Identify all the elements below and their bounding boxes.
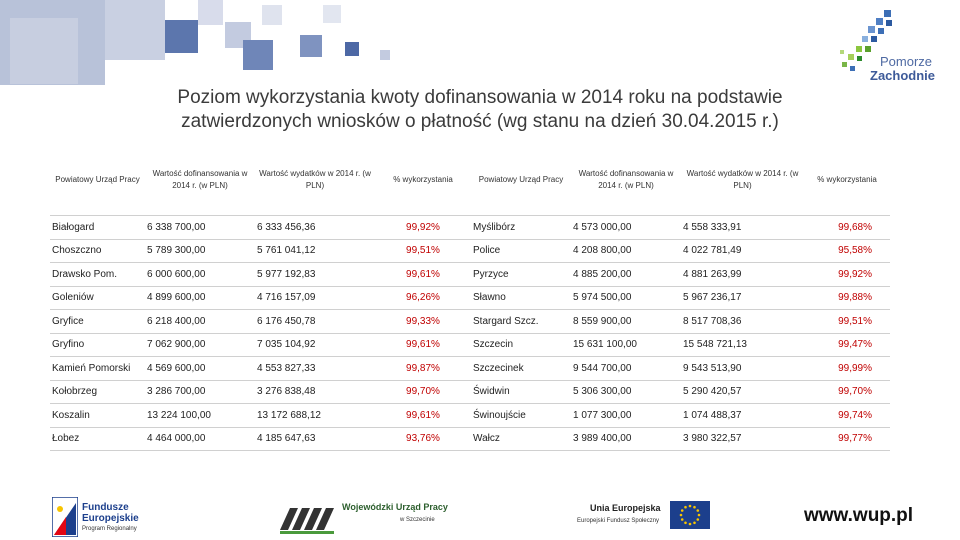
usage-percent-left: 99,92%: [375, 216, 471, 240]
pup-name-left: Kamień Pomorski: [50, 357, 145, 381]
eu-star: [693, 521, 696, 524]
usage-percent-right: 99,92%: [804, 263, 890, 287]
table-row: [50, 263, 890, 287]
pup-name-right: Sławno: [471, 286, 571, 310]
expenses-value-right: 5 967 236,17: [681, 286, 804, 310]
header-expenses-left: Wartość wydatków w 2014 r. (w PLN): [259, 169, 371, 190]
table-row: [50, 286, 890, 310]
usage-percent-left: 99,51%: [375, 239, 471, 263]
table-row: [50, 357, 890, 381]
expenses-value-left: 4 716 157,09: [255, 286, 375, 310]
fundusze-europejskie-logo: [52, 497, 78, 537]
usage-percent-left: 96,26%: [375, 286, 471, 310]
eu-star: [693, 506, 696, 509]
pup-name-left: Łobez: [50, 427, 145, 451]
usage-percent-right: 99,74%: [804, 404, 890, 428]
usage-percent-left: 99,61%: [375, 404, 471, 428]
funding-value-left: 6 338 700,00: [145, 216, 255, 240]
wup-logo: [278, 500, 336, 536]
usage-percent-right: 99,70%: [804, 380, 890, 404]
funding-value-right: 9 544 700,00: [571, 357, 681, 381]
funding-value-right: 3 989 400,00: [571, 427, 681, 451]
usage-percent-right: 99,68%: [804, 216, 890, 240]
usage-percent-left: 99,70%: [375, 380, 471, 404]
table-row: [50, 239, 890, 263]
logo-line2: Zachodnie: [870, 68, 936, 83]
usage-percent-left: 99,61%: [375, 333, 471, 357]
expenses-value-right: 9 543 513,90: [681, 357, 804, 381]
funding-value-right: 1 077 300,00: [571, 404, 681, 428]
pup-name-left: Gryfice: [50, 310, 145, 334]
expenses-value-right: 1 074 488,37: [681, 404, 804, 428]
funding-value-left: 4 464 000,00: [145, 427, 255, 451]
expenses-value-left: 7 035 104,92: [255, 333, 375, 357]
pup-name-right: Myślibórz: [471, 216, 571, 240]
pup-name-left: Drawsko Pom.: [50, 263, 145, 287]
usage-percent-right: 99,77%: [804, 427, 890, 451]
table-row: [50, 427, 890, 451]
funding-value-left: 4 569 600,00: [145, 357, 255, 381]
usage-percent-left: 99,61%: [375, 263, 471, 287]
pup-name-right: Szczecin: [471, 333, 571, 357]
pup-name-left: Białogard: [50, 216, 145, 240]
eu-star: [689, 505, 692, 508]
eu-name: Unia Europejska: [590, 503, 661, 513]
funding-value-right: 5 306 300,00: [571, 380, 681, 404]
expenses-value-right: 4 881 263,99: [681, 263, 804, 287]
header-pup-left: Powiatowy Urząd Pracy: [55, 175, 140, 184]
usage-percent-right: 95,58%: [804, 239, 890, 263]
eu-star: [689, 523, 692, 526]
wup-city: w Szczecinie: [400, 517, 435, 523]
expenses-value-right: 8 517 708,36: [681, 310, 804, 334]
fe-line1: Fundusze: [82, 502, 129, 513]
pup-name-right: Stargard Szcz.: [471, 310, 571, 334]
expenses-value-right: 4 558 333,91: [681, 216, 804, 240]
funding-value-right: 4 573 000,00: [571, 216, 681, 240]
eu-star: [698, 514, 701, 517]
pup-name-left: Goleniów: [50, 286, 145, 310]
funding-value-right: 8 559 900,00: [571, 310, 681, 334]
pup-name-right: Szczecinek: [471, 357, 571, 381]
eu-fund: Europejski Fundusz Społeczny: [577, 518, 660, 524]
usage-percent-right: 99,51%: [804, 310, 890, 334]
expenses-value-left: 5 977 192,83: [255, 263, 375, 287]
expenses-value-left: 6 176 450,78: [255, 310, 375, 334]
funding-value-left: 5 789 300,00: [145, 239, 255, 263]
funding-value-left: 3 286 700,00: [145, 380, 255, 404]
header-pup-right: Powiatowy Urząd Pracy: [478, 175, 564, 184]
expenses-value-right: 4 022 781,49: [681, 239, 804, 263]
funding-value-left: 6 000 600,00: [145, 263, 255, 287]
pup-name-right: Pyrzyce: [471, 263, 571, 287]
usage-percent-left: 93,76%: [375, 427, 471, 451]
funding-value-right: 4 208 800,00: [571, 239, 681, 263]
funding-value-right: 4 885 200,00: [571, 263, 681, 287]
usage-percent-right: 99,47%: [804, 333, 890, 357]
table-header-row: [50, 145, 890, 216]
expenses-value-right: 3 980 322,57: [681, 427, 804, 451]
usage-percent-right: 99,88%: [804, 286, 890, 310]
eu-star: [681, 518, 684, 521]
fe-line2: Europejskie: [82, 513, 139, 524]
table-row: [50, 216, 890, 240]
expenses-value-left: 4 185 647,63: [255, 427, 375, 451]
expenses-value-left: 13 172 688,12: [255, 404, 375, 428]
logo-line1: Pomorze: [880, 54, 933, 69]
header-funding-right: Wartość dofinansowania w 2014 r. (w PLN): [578, 169, 674, 190]
table-row: [50, 333, 890, 357]
table-row: [50, 404, 890, 428]
usage-percent-right: 99,99%: [804, 357, 890, 381]
table-row: [50, 380, 890, 404]
expenses-value-left: 4 553 827,33: [255, 357, 375, 381]
table-row: [50, 310, 890, 334]
eu-flag-icon: [670, 501, 710, 529]
eu-star: [684, 506, 687, 509]
expenses-value-left: 5 761 041,12: [255, 239, 375, 263]
expenses-value-right: 15 548 721,13: [681, 333, 804, 357]
eu-star: [696, 518, 699, 521]
funding-value-left: 7 062 900,00: [145, 333, 255, 357]
expenses-value-left: 3 276 838,48: [255, 380, 375, 404]
header-usage-left: % wykorzystania: [393, 175, 453, 184]
eu-star: [681, 509, 684, 512]
eu-star: [696, 509, 699, 512]
pup-name-right: Police: [471, 239, 571, 263]
funding-value-left: 6 218 400,00: [145, 310, 255, 334]
usage-percent-left: 99,87%: [375, 357, 471, 381]
data-table: [50, 145, 890, 451]
header-funding-left: Wartość dofinansowania w 2014 r. (w PLN): [152, 169, 248, 190]
eu-star: [680, 514, 683, 517]
title-line1: Poziom wykorzystania kwoty dofinansowania w 2014 roku na podstawie: [177, 87, 783, 108]
page-title: [100, 86, 860, 134]
title-line2: zatwierdzonych wniosków o płatność (wg stanu na dzień 30.04.2015 r.): [181, 111, 779, 132]
pup-name-left: Koszalin: [50, 404, 145, 428]
eu-star: [684, 521, 687, 524]
wup-name: Wojewódzki Urząd Pracy: [342, 502, 448, 512]
pup-name-right: Wałcz: [471, 427, 571, 451]
pup-name-left: Kołobrzeg: [50, 380, 145, 404]
funding-value-right: 5 974 500,00: [571, 286, 681, 310]
funding-value-left: 13 224 100,00: [145, 404, 255, 428]
fundusze-europejskie-text: [82, 502, 139, 535]
header-usage-right: % wykorzystania: [817, 175, 877, 184]
usage-percent-left: 99,33%: [375, 310, 471, 334]
funding-value-right: 15 631 100,00: [571, 333, 681, 357]
pup-name-left: Gryfino: [50, 333, 145, 357]
pup-name-right: Świnoujście: [471, 404, 571, 428]
funding-value-left: 4 899 600,00: [145, 286, 255, 310]
fe-line3: Program Regionalny: [82, 526, 137, 532]
header-expenses-right: Wartość wydatków w 2014 r. (w PLN): [686, 169, 799, 190]
expenses-value-right: 5 290 420,57: [681, 380, 804, 404]
website-link[interactable]: www.wup.pl: [804, 505, 914, 526]
pup-name-right: Świdwin: [471, 380, 571, 404]
expenses-value-left: 6 333 456,36: [255, 216, 375, 240]
pup-name-left: Choszczno: [50, 239, 145, 263]
